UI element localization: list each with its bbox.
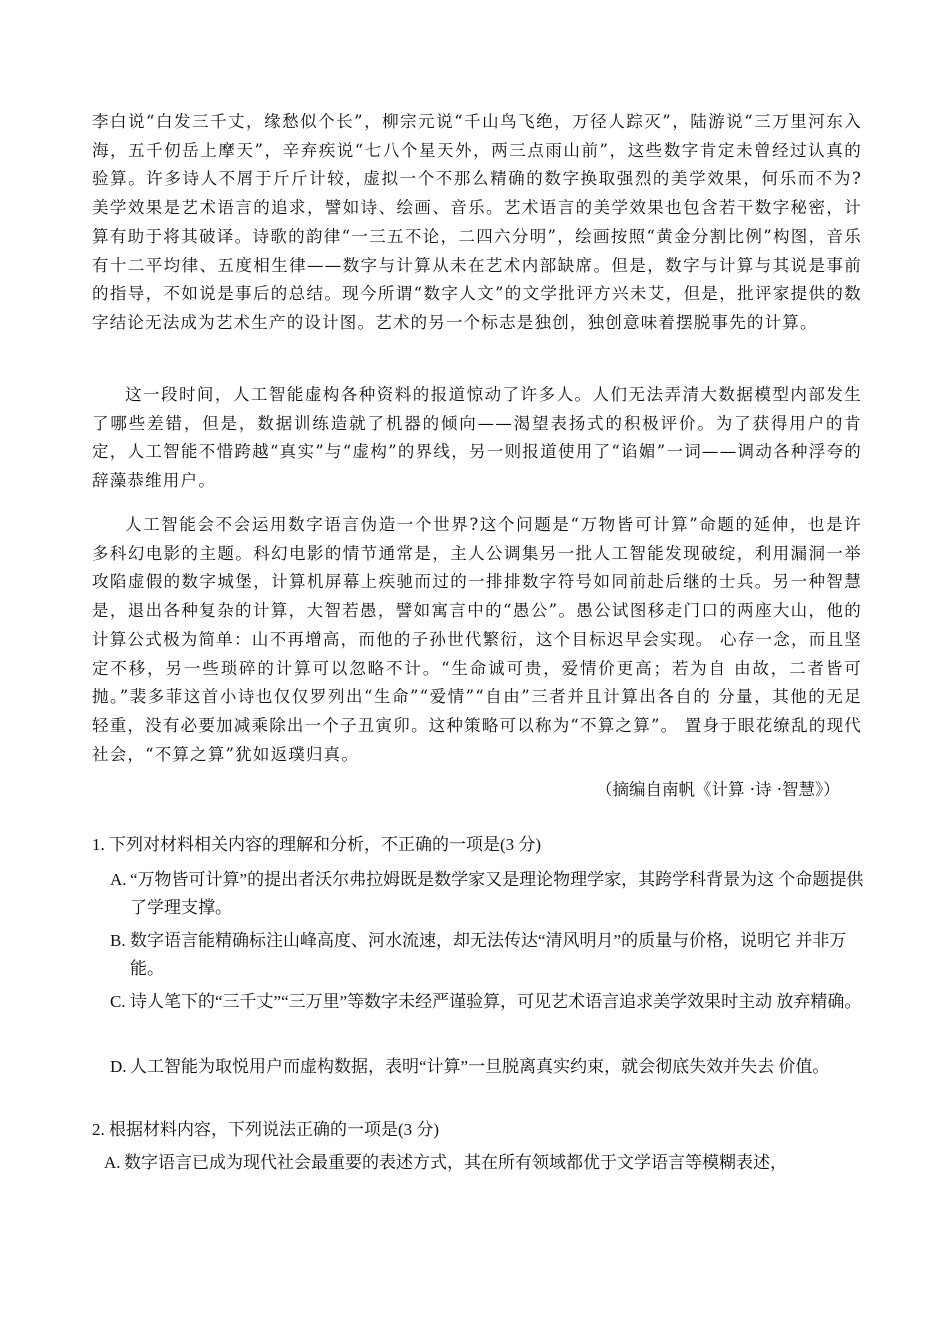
question-1-option-b — [110, 927, 865, 983]
question-1-stem: 1. 下列对材料相关内容的理解和分析，不正确的一项是(3 分) — [92, 835, 542, 854]
source-citation: （摘编自南帆《计算 ·诗 ·智慧》） — [596, 780, 840, 799]
question-1-option-d — [110, 1053, 865, 1081]
option-label: A. — [104, 1153, 121, 1172]
question-1-option-c — [110, 988, 865, 1016]
option-text: “万物皆可计算”的提出者沃尔弗拉姆既是数学家又是理论物理学家，其跨学科背景为这 个命题提供了学理支撑。 — [130, 870, 864, 917]
option-text: 数字语言能精确标注山峰高度、河水流速，却无法传达“清风明月”的质量与价格，说明它 并非万能。 — [130, 931, 847, 978]
question-2-stem: 2. 根据材料内容，下列说法正确的一项是(3 分) — [92, 1120, 440, 1139]
option-text: 数字语言已成为现代社会最重要的表述方式，其在所有领域都优于文学语言等模糊表述， — [124, 1153, 787, 1172]
passage-paragraph-3: 人工智能会不会运用数字语言伪造一个世界?这个问题是“万物皆可计算”命题的延伸，也是许多科幻电影的主题。科幻电影的情节通常是，主人公调集另一批人工智能发现破绽，利用漏洞一举攻陷虚假的数字城堡，计算机屏幕上疾驰而过的一排排数字符号如同前赴后继的士兵。另一种智慧是，退出各种复杂的计算，大智若愚，譬如寓言中的“愚公”。愚公试图移走门口的两座大山，他的计算公式极为简单：山不再增高，而他的子孙世代繁衍，这个目标迟早会实现。 心存一念，而且坚定不移，另一些琐碎的计算可以忽略不计。“生命诚可贵，爱情价更高；若为自 由故，二者皆可抛。”裴多菲这首小诗也仅仅罗列出“生命”“爱情”“自由”三者并且计算出各自的 分量，其他的无足轻重，没有必要加减乘除出一个子丑寅卯。这种策略可以称为“不算之算”。 置身于眼花缭乱的现代社会，“不算之算”犹如返璞归真。 — [92, 515, 862, 764]
question-2-option-a — [104, 1149, 884, 1177]
option-label: C. — [110, 992, 126, 1011]
option-text: 诗人笔下的“三千丈”“三万里”等数字未经严谨验算，可见艺术语言追求美学效果时主动 放弃精确。 — [130, 992, 862, 1011]
option-label: A. — [110, 870, 127, 889]
passage-paragraph-1: 李白说“白发三千丈，缘愁似个长”，柳宗元说“千山鸟飞绝，万径人踪灭”，陆游说“三万里河东入海，五千仞岳上摩天”，辛弃疾说“七八个星天外，两三点雨山前”，这些数字肯定未曾经过认真的验算。许多诗人不屑于斤斤计较，虚拟一个不那么精确的数字换取强烈的美学效果，何乐而不为?美学效果是艺术语言的追求，譬如诗、绘画、音乐。艺术语言的美学效果也包含若干数字秘密，计算有助于将其破译。诗歌的韵律“一三五不论，二四六分明”，绘画按照“黄金分割比例”构图，音乐有十二平均律、五度相生律——数字与计算从未在艺术内部缺席。但是，数字与计算与其说是事前的指导，不如说是事后的总结。现今所谓“数字人文”的文学批评方兴未艾，但是，批评家提供的数字结论无法成为艺术生产的设计图。艺术的另一个标志是独创，独创意味着摆脱事先的计算。 — [92, 112, 862, 332]
option-label: D. — [110, 1057, 127, 1076]
question-1-option-a — [110, 866, 865, 922]
option-text: 人工智能为取悦用户而虚构数据，表明“计算”一旦脱离真实约束，就会彻底失效并失去 价值。 — [130, 1057, 830, 1076]
passage-paragraph-2: 这一段时间，人工智能虚构各种资料的报道惊动了许多人。人们无法弄清大数据模型内部发生了哪些差错，但是，数据训练造就了机器的倾向——渴望表扬式的积极评价。为了获得用户的肯定，人工智能不惜跨越“真实”与“虚构”的界线，另一则报道使用了“谄媚”一词——调动各种浮夸的辞藻恭维用户。 — [92, 385, 862, 491]
option-label: B. — [110, 931, 126, 950]
